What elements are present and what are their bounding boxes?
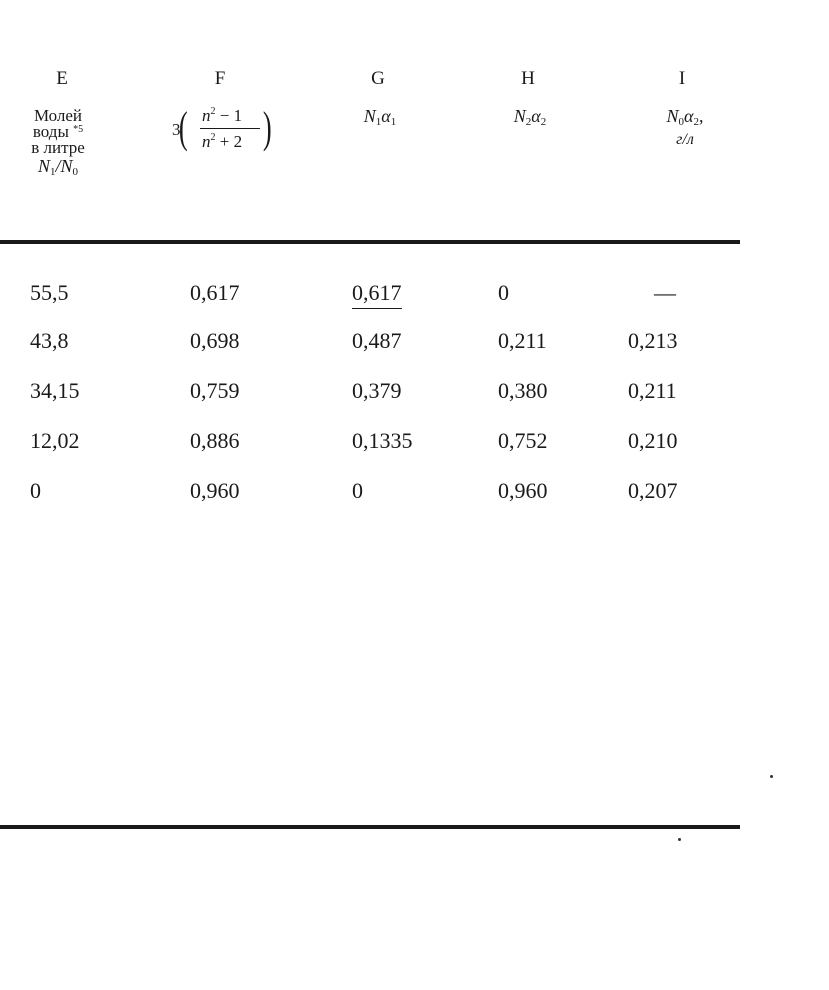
table-cell: 0,380: [498, 378, 548, 403]
table-cell: 0,210: [628, 428, 678, 453]
header-e-line2: воды: [32, 122, 69, 141]
i-sub: 0: [678, 116, 685, 128]
table-cell-underlined: 0,617: [352, 280, 402, 309]
header-e-ratio: [10, 158, 106, 180]
table-cell: 12,02: [30, 428, 80, 453]
i-sym2: α: [684, 106, 694, 126]
table-cell: 0: [352, 478, 363, 503]
table-cell: 0,487: [352, 328, 402, 353]
header-i-unit: г/л: [676, 131, 694, 148]
ratio-n1: N: [37, 156, 50, 176]
denominator-exp: 2: [210, 132, 216, 143]
table-cell-dash: —: [654, 280, 676, 305]
column-letter-g: G: [371, 68, 385, 89]
ratio-sub0: 0: [72, 166, 79, 178]
table-bottom-rule: [0, 825, 740, 829]
numerator-rest: − 1: [215, 106, 243, 125]
header-i: [640, 108, 730, 148]
table-cell: 0: [30, 478, 41, 503]
g-sym: N: [363, 106, 376, 126]
g-sub2: 1: [390, 116, 397, 128]
column-letter-h: H: [521, 68, 535, 89]
table-cell: 0,1335: [352, 428, 413, 453]
table-cell: 0,960: [190, 478, 240, 503]
table-cell: 34,15: [30, 378, 80, 403]
formula-fraction-bar: [200, 128, 260, 129]
numerator-var: n: [202, 106, 211, 125]
h-sym2: α: [531, 106, 541, 126]
g-sym2: α: [381, 106, 391, 126]
header-g: [340, 108, 420, 130]
header-e-footnote: *5: [73, 124, 84, 135]
table-cell: 0,886: [190, 428, 240, 453]
formula-numerator: [202, 106, 242, 126]
table-cell: 55,5: [30, 280, 69, 305]
table-cell: 43,8: [30, 328, 69, 353]
ratio-sep: /: [55, 156, 61, 176]
denominator-rest: + 2: [215, 132, 243, 151]
table-cell: 0,213: [628, 328, 678, 353]
h-sub2: 2: [540, 116, 547, 128]
table-cell: 0,211: [498, 328, 547, 353]
scan-speck: [678, 838, 681, 841]
scan-speck: [770, 775, 773, 778]
header-f-formula: [172, 104, 282, 160]
header-e-line1: Молей: [33, 106, 83, 125]
formula-denominator: [202, 132, 242, 152]
i-trail: ,: [698, 106, 704, 126]
table-cell: 0,752: [498, 428, 548, 453]
table-cell: 0: [498, 280, 509, 305]
column-letter-i: I: [678, 68, 686, 89]
ratio-sub1: 1: [49, 166, 56, 178]
table-top-rule: [0, 240, 740, 244]
numerator-exp: 2: [210, 106, 216, 117]
column-letter-f: F: [214, 68, 226, 89]
header-e: [10, 108, 106, 180]
header-e-line3: в литре: [31, 138, 85, 157]
formula-coefficient: 3: [172, 120, 181, 139]
table-cell: 0,759: [190, 378, 240, 403]
i-sym: N: [666, 106, 679, 126]
table-cell: 0,698: [190, 328, 240, 353]
formula-left-paren: (: [178, 103, 188, 152]
header-i-symbol: [667, 106, 704, 126]
h-sub: 2: [525, 116, 532, 128]
formula-right-paren: ): [262, 103, 272, 152]
h-sym: N: [513, 106, 526, 126]
header-h: [490, 108, 570, 130]
table-cell: 0,379: [352, 378, 402, 403]
column-letter-e: E: [56, 68, 68, 89]
denominator-var: n: [202, 132, 211, 151]
table-cell: 0,207: [628, 478, 678, 503]
ratio-n0: N: [60, 156, 73, 176]
i-sub2: 2: [693, 116, 699, 128]
g-sub: 1: [375, 116, 382, 128]
table-cell: 0,617: [190, 280, 240, 305]
table-cell: 0,960: [498, 478, 548, 503]
table-cell: 0,211: [628, 378, 677, 403]
